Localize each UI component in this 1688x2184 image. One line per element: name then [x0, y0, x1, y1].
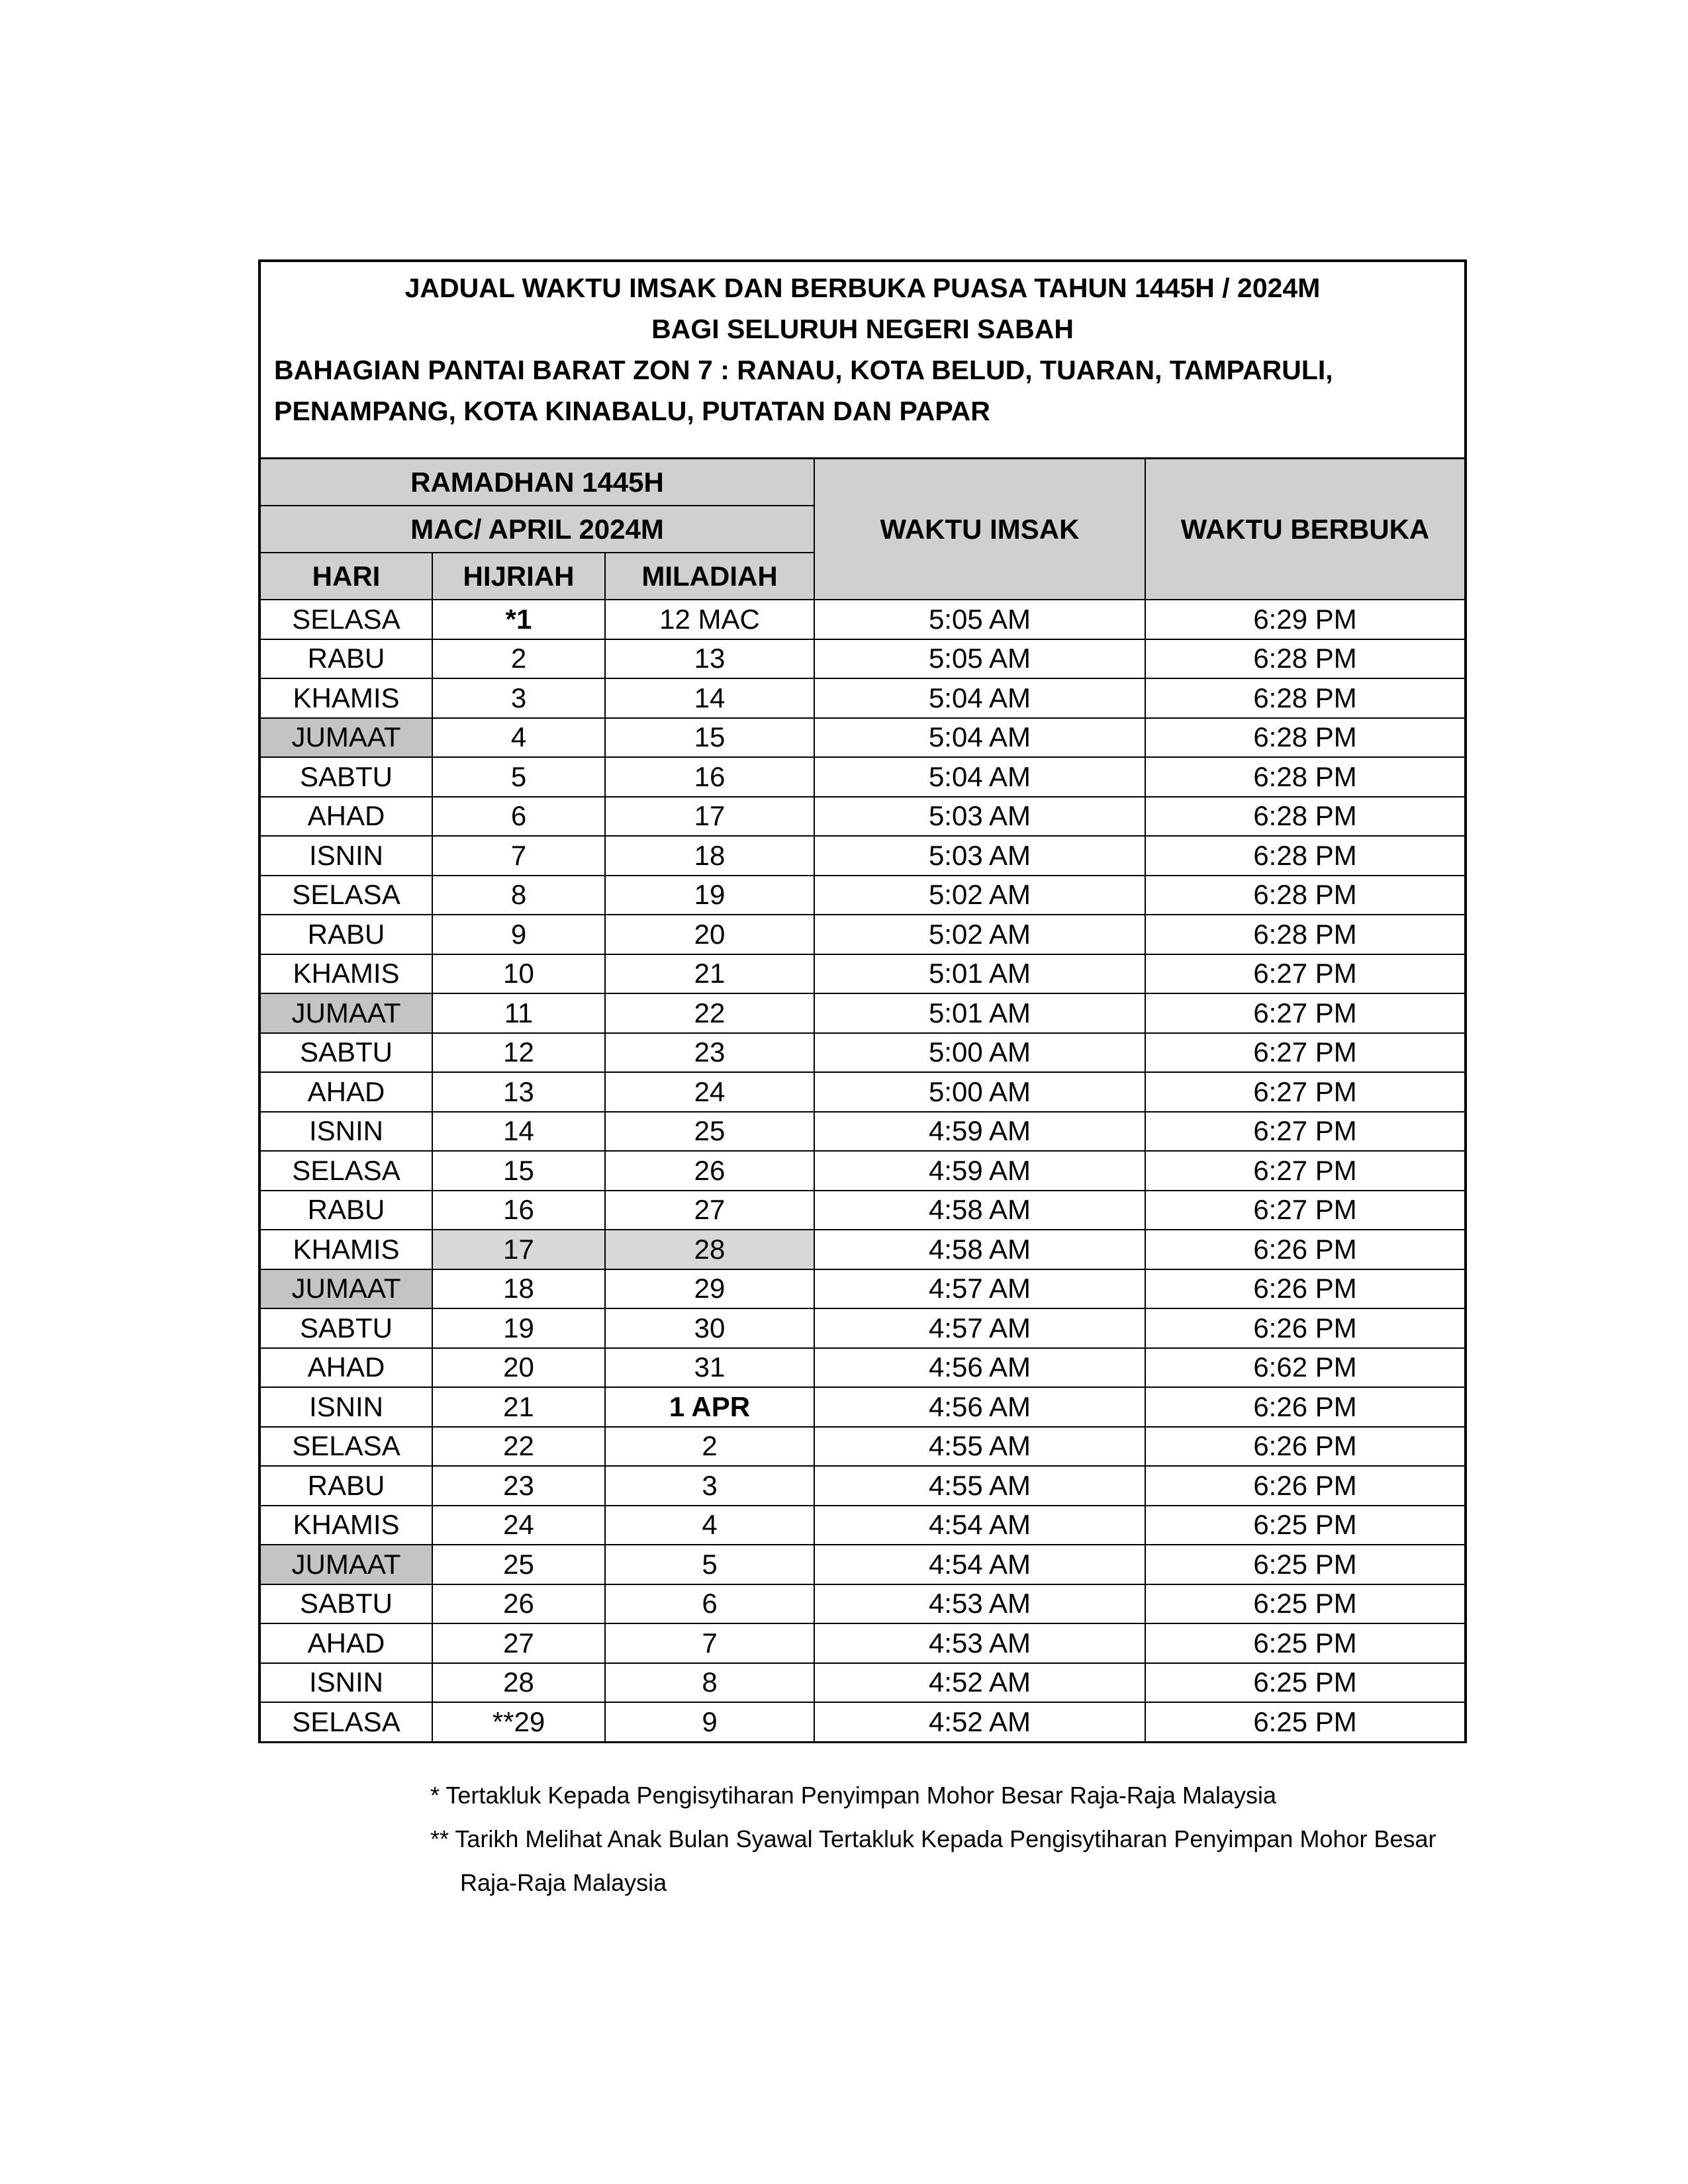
table-row	[259, 1427, 1466, 1467]
table-row	[259, 1191, 1466, 1230]
cell-hijriah: 25	[432, 1545, 605, 1584]
cell-miladiah: 13	[605, 639, 814, 679]
table-row	[259, 757, 1466, 797]
cell-hari: JUMAAT	[259, 993, 432, 1033]
cell-hijriah: 23	[432, 1466, 605, 1506]
cell-hijriah: 21	[432, 1387, 605, 1427]
cell-hijriah: 20	[432, 1348, 605, 1388]
cell-berbuka: 6:27 PM	[1145, 993, 1466, 1033]
cell-imsak: 4:55 AM	[814, 1427, 1145, 1467]
cell-hari: JUMAAT	[259, 1545, 432, 1584]
cell-imsak: 5:05 AM	[814, 600, 1145, 639]
cell-hijriah: 9	[432, 915, 605, 954]
cell-hari: KHAMIS	[259, 678, 432, 718]
cell-hijriah: 2	[432, 639, 605, 679]
cell-hijriah: 27	[432, 1623, 605, 1663]
cell-hijriah: 4	[432, 718, 605, 758]
cell-hijriah: 18	[432, 1269, 605, 1309]
cell-hari: KHAMIS	[259, 1506, 432, 1545]
cell-miladiah: 6	[605, 1584, 814, 1624]
cell-imsak: 5:02 AM	[814, 876, 1145, 915]
cell-hijriah: 17	[432, 1230, 605, 1269]
cell-hari: SELASA	[259, 876, 432, 915]
cell-berbuka: 6:26 PM	[1145, 1308, 1466, 1348]
cell-hari: SABTU	[259, 1033, 432, 1073]
cell-hari: JUMAAT	[259, 1269, 432, 1309]
cell-hijriah: 24	[432, 1506, 605, 1545]
cell-berbuka: 6:28 PM	[1145, 876, 1466, 915]
cell-miladiah: 4	[605, 1506, 814, 1545]
table-row	[259, 1387, 1466, 1427]
cell-hijriah: 8	[432, 876, 605, 915]
cell-hari: SABTU	[259, 1308, 432, 1348]
cell-hijriah: 10	[432, 954, 605, 994]
header-waktu-imsak: WAKTU IMSAK	[814, 459, 1145, 600]
cell-berbuka: 6:27 PM	[1145, 1151, 1466, 1191]
cell-berbuka: 6:29 PM	[1145, 600, 1466, 639]
cell-hari: AHAD	[259, 797, 432, 837]
cell-hijriah: 5	[432, 757, 605, 797]
table-row	[259, 1623, 1466, 1663]
cell-hijriah: 19	[432, 1308, 605, 1348]
cell-miladiah: 5	[605, 1545, 814, 1584]
cell-hijriah: 11	[432, 993, 605, 1033]
cell-miladiah: 9	[605, 1702, 814, 1742]
cell-hari: RABU	[259, 915, 432, 954]
table-row	[259, 1702, 1466, 1742]
cell-berbuka: 6:28 PM	[1145, 718, 1466, 758]
cell-imsak: 4:53 AM	[814, 1623, 1145, 1663]
cell-berbuka: 6:28 PM	[1145, 678, 1466, 718]
cell-miladiah: 21	[605, 954, 814, 994]
cell-miladiah: 26	[605, 1151, 814, 1191]
cell-miladiah: 2	[605, 1427, 814, 1467]
header-row-1	[259, 459, 1466, 506]
table-row	[259, 797, 1466, 837]
header-miladiah: MILADIAH	[605, 553, 814, 600]
cell-hari: ISNIN	[259, 836, 432, 876]
cell-hijriah: 26	[432, 1584, 605, 1624]
cell-imsak: 5:04 AM	[814, 718, 1145, 758]
cell-hijriah: 14	[432, 1112, 605, 1152]
table-row	[259, 836, 1466, 876]
table-row	[259, 1151, 1466, 1191]
cell-imsak: 4:54 AM	[814, 1506, 1145, 1545]
cell-berbuka: 6:25 PM	[1145, 1506, 1466, 1545]
title-line-4: PENAMPANG, KOTA KINABALU, PUTATAN DAN PAPAR	[274, 396, 990, 426]
cell-imsak: 5:04 AM	[814, 757, 1145, 797]
title-line-3: BAHAGIAN PANTAI BARAT ZON 7 : RANAU, KOTA BELUD, TUARAN, TAMPARULI,	[274, 355, 1333, 385]
title-line-1: JADUAL WAKTU IMSAK DAN BERBUKA PUASA TAHUN 1445H / 2024M	[404, 273, 1321, 303]
table-row	[259, 1663, 1466, 1703]
cell-hijriah: 16	[432, 1191, 605, 1230]
cell-berbuka: 6:25 PM	[1145, 1623, 1466, 1663]
cell-imsak: 5:00 AM	[814, 1033, 1145, 1073]
cell-berbuka: 6:27 PM	[1145, 1191, 1466, 1230]
cell-berbuka: 6:26 PM	[1145, 1269, 1466, 1309]
cell-berbuka: 6:25 PM	[1145, 1584, 1466, 1624]
cell-hijriah: 13	[432, 1072, 605, 1112]
cell-berbuka: 6:28 PM	[1145, 915, 1466, 954]
cell-imsak: 4:58 AM	[814, 1230, 1145, 1269]
cell-imsak: 4:56 AM	[814, 1387, 1145, 1427]
header-ramadhan: RAMADHAN 1445H	[259, 459, 814, 506]
cell-miladiah: 1 APR	[605, 1387, 814, 1427]
cell-imsak: 5:04 AM	[814, 678, 1145, 718]
cell-berbuka: 6:62 PM	[1145, 1348, 1466, 1388]
cell-imsak: 4:59 AM	[814, 1151, 1145, 1191]
table-row	[259, 718, 1466, 758]
cell-hijriah: 12	[432, 1033, 605, 1073]
cell-miladiah: 15	[605, 718, 814, 758]
cell-berbuka: 6:25 PM	[1145, 1663, 1466, 1703]
cell-berbuka: 6:28 PM	[1145, 639, 1466, 679]
cell-imsak: 4:56 AM	[814, 1348, 1145, 1388]
cell-imsak: 5:05 AM	[814, 639, 1145, 679]
table-row	[259, 1545, 1466, 1584]
table-row	[259, 1506, 1466, 1545]
cell-imsak: 5:03 AM	[814, 836, 1145, 876]
cell-berbuka: 6:25 PM	[1145, 1545, 1466, 1584]
cell-hari: RABU	[259, 1191, 432, 1230]
cell-miladiah: 12 MAC	[605, 600, 814, 639]
cell-imsak: 4:59 AM	[814, 1112, 1145, 1152]
cell-miladiah: 18	[605, 836, 814, 876]
cell-miladiah: 3	[605, 1466, 814, 1506]
header-hijriah: HIJRIAH	[432, 553, 605, 600]
cell-berbuka: 6:26 PM	[1145, 1466, 1466, 1506]
table-row	[259, 1269, 1466, 1309]
title-line-2: BAGI SELURUH NEGERI SABAH	[651, 314, 1074, 344]
cell-hari: SELASA	[259, 1151, 432, 1191]
table-row	[259, 639, 1466, 679]
cell-berbuka: 6:27 PM	[1145, 1072, 1466, 1112]
cell-imsak: 4:54 AM	[814, 1545, 1145, 1584]
cell-miladiah: 17	[605, 797, 814, 837]
table-row	[259, 915, 1466, 954]
cell-hijriah: **29	[432, 1702, 605, 1742]
cell-hari: RABU	[259, 1466, 432, 1506]
cell-hijriah: 7	[432, 836, 605, 876]
cell-hari: SELASA	[259, 1702, 432, 1742]
footnote-2-line-1: ** Tarikh Melihat Anak Bulan Syawal Tertakluk Kepada Pengisytiharan Penyimpan Mohor Besar	[430, 1825, 1436, 1852]
cell-berbuka: 6:27 PM	[1145, 1033, 1466, 1073]
cell-hari: JUMAAT	[259, 718, 432, 758]
cell-miladiah: 14	[605, 678, 814, 718]
cell-imsak: 4:52 AM	[814, 1663, 1145, 1703]
cell-hijriah: 6	[432, 797, 605, 837]
cell-hari: AHAD	[259, 1348, 432, 1388]
cell-miladiah: 29	[605, 1269, 814, 1309]
cell-hari: ISNIN	[259, 1112, 432, 1152]
cell-berbuka: 6:26 PM	[1145, 1230, 1466, 1269]
table-row	[259, 876, 1466, 915]
cell-berbuka: 6:28 PM	[1145, 797, 1466, 837]
cell-hijriah: 3	[432, 678, 605, 718]
cell-hijriah: 22	[432, 1427, 605, 1467]
table-row	[259, 1033, 1466, 1073]
footnotes	[430, 1774, 1489, 1905]
cell-imsak: 5:01 AM	[814, 993, 1145, 1033]
cell-hari: KHAMIS	[259, 1230, 432, 1269]
table-row	[259, 1348, 1466, 1388]
cell-miladiah: 28	[605, 1230, 814, 1269]
cell-miladiah: 16	[605, 757, 814, 797]
cell-hari: SABTU	[259, 1584, 432, 1624]
cell-miladiah: 22	[605, 993, 814, 1033]
cell-berbuka: 6:25 PM	[1145, 1702, 1466, 1742]
cell-miladiah: 20	[605, 915, 814, 954]
cell-miladiah: 27	[605, 1191, 814, 1230]
cell-hijriah: 15	[432, 1151, 605, 1191]
cell-imsak: 4:52 AM	[814, 1702, 1145, 1742]
cell-imsak: 4:57 AM	[814, 1308, 1145, 1348]
cell-miladiah: 7	[605, 1623, 814, 1663]
footnote-1: * Tertakluk Kepada Pengisytiharan Penyimpan Mohor Besar Raja-Raja Malaysia	[430, 1782, 1276, 1809]
cell-hari: KHAMIS	[259, 954, 432, 994]
cell-berbuka: 6:26 PM	[1145, 1387, 1466, 1427]
table-row	[259, 993, 1466, 1033]
table-row	[259, 1466, 1466, 1506]
cell-berbuka: 6:28 PM	[1145, 836, 1466, 876]
schedule-table	[258, 259, 1467, 1743]
header-waktu-berbuka: WAKTU BERBUKA	[1145, 459, 1466, 600]
header-months: MAC/ APRIL 2024M	[259, 506, 814, 553]
cell-hari: ISNIN	[259, 1663, 432, 1703]
table-row	[259, 1230, 1466, 1269]
table-row	[259, 1308, 1466, 1348]
cell-miladiah: 23	[605, 1033, 814, 1073]
footnote-2-line-2: Raja-Raja Malaysia	[460, 1869, 667, 1896]
cell-imsak: 5:00 AM	[814, 1072, 1145, 1112]
cell-hari: SELASA	[259, 600, 432, 639]
table-row	[259, 1072, 1466, 1112]
table-row	[259, 1112, 1466, 1152]
cell-hari: SELASA	[259, 1427, 432, 1467]
cell-miladiah: 19	[605, 876, 814, 915]
cell-imsak: 4:57 AM	[814, 1269, 1145, 1309]
cell-miladiah: 30	[605, 1308, 814, 1348]
header-hari: HARI	[259, 553, 432, 600]
cell-hari: AHAD	[259, 1623, 432, 1663]
cell-hari: SABTU	[259, 757, 432, 797]
cell-miladiah: 8	[605, 1663, 814, 1703]
table-row	[259, 1584, 1466, 1624]
table-row	[259, 600, 1466, 639]
cell-berbuka: 6:28 PM	[1145, 757, 1466, 797]
cell-hari: RABU	[259, 639, 432, 679]
cell-berbuka: 6:27 PM	[1145, 954, 1466, 994]
table-row	[259, 954, 1466, 994]
cell-imsak: 5:03 AM	[814, 797, 1145, 837]
title-row	[259, 261, 1466, 459]
cell-imsak: 5:02 AM	[814, 915, 1145, 954]
cell-imsak: 4:58 AM	[814, 1191, 1145, 1230]
cell-imsak: 4:53 AM	[814, 1584, 1145, 1624]
cell-hari: AHAD	[259, 1072, 432, 1112]
cell-imsak: 5:01 AM	[814, 954, 1145, 994]
table-row	[259, 678, 1466, 718]
cell-hari: ISNIN	[259, 1387, 432, 1427]
cell-hijriah: *1	[432, 600, 605, 639]
title-cell	[259, 261, 1466, 459]
cell-berbuka: 6:26 PM	[1145, 1427, 1466, 1467]
cell-miladiah: 24	[605, 1072, 814, 1112]
cell-berbuka: 6:27 PM	[1145, 1112, 1466, 1152]
cell-imsak: 4:55 AM	[814, 1466, 1145, 1506]
cell-miladiah: 25	[605, 1112, 814, 1152]
cell-hijriah: 28	[432, 1663, 605, 1703]
cell-miladiah: 31	[605, 1348, 814, 1388]
